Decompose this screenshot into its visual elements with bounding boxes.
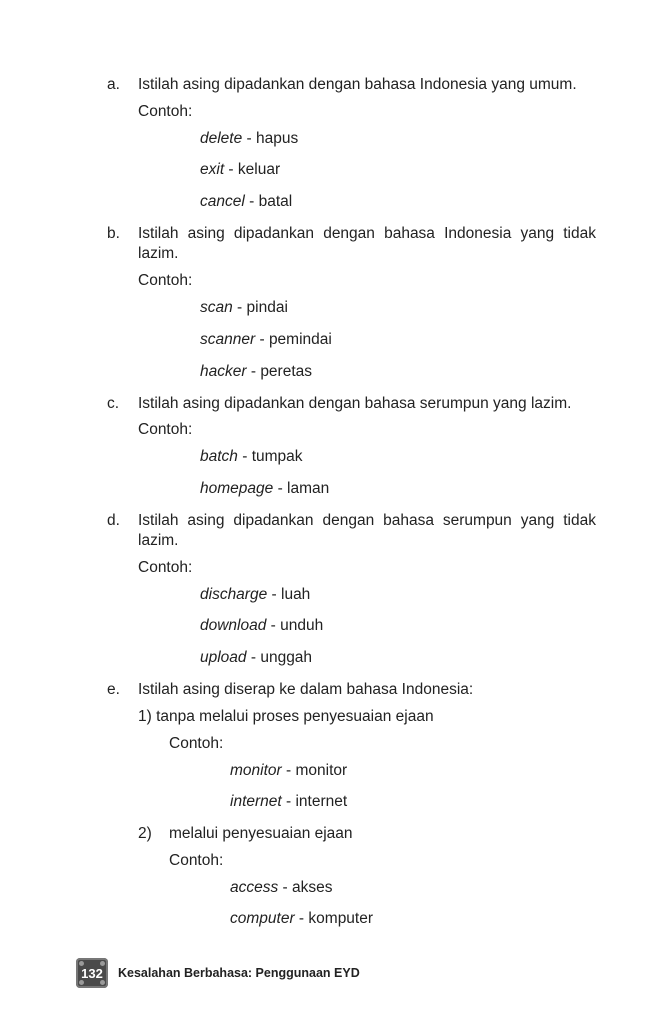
example-meaning: keluar (237, 161, 281, 178)
item-c-text: Istilah asing dipadankan dengan bahasa serumpun yang lazim. (138, 395, 572, 412)
item-e-sub2-contoh: Contoh: (169, 852, 224, 869)
example-separator: - (266, 617, 281, 634)
example-separator: - (278, 879, 293, 896)
item-c-label: c. (107, 395, 120, 412)
example-term: scan (200, 299, 233, 316)
example-meaning: hapus (256, 130, 299, 147)
example-row (230, 909, 373, 929)
example-row (200, 298, 288, 318)
example-row (230, 761, 347, 781)
example-meaning: pindai (246, 299, 288, 316)
example-term: discharge (200, 586, 268, 603)
example-meaning: unduh (280, 617, 324, 634)
example-meaning: peretas (260, 363, 313, 380)
item-a-text: Istilah asing dipadankan dengan bahasa Indonesia yang umum. (138, 76, 577, 93)
example-meaning: laman (287, 480, 330, 497)
example-row (200, 447, 303, 467)
item-a-label: a. (107, 76, 120, 93)
example-separator: - (294, 910, 309, 927)
example-row (200, 330, 332, 350)
example-separator: - (267, 586, 281, 603)
page-footer (76, 957, 360, 989)
item-e-sub2-label: 2) (138, 825, 152, 842)
example-term: access (230, 879, 279, 896)
corner-dot-icon (79, 980, 84, 985)
example-separator: - (255, 331, 269, 348)
example-term: exit (200, 161, 225, 178)
example-separator: - (224, 161, 238, 178)
corner-dot-icon (100, 980, 105, 985)
example-row (200, 648, 312, 668)
example-meaning: luah (281, 586, 311, 603)
item-e-label: e. (107, 681, 120, 698)
page-number-badge (76, 958, 108, 988)
example-separator: - (273, 480, 288, 497)
item-e-text: Istilah asing diserap ke dalam bahasa Indonesia: (138, 681, 474, 698)
example-row (200, 129, 298, 149)
example-separator: - (244, 193, 259, 210)
item-d-contoh: Contoh: (138, 559, 193, 576)
item-b-label: b. (107, 225, 120, 242)
example-term: hacker (200, 363, 247, 380)
example-term: homepage (200, 480, 274, 497)
example-term: monitor (230, 762, 282, 779)
item-d-label: d. (107, 512, 120, 529)
item-e-sub1-text: 1) tanpa melalui proses penyesuaian ejaan (138, 708, 434, 725)
example-term: computer (230, 910, 295, 927)
item-b-text: Istilah asing dipadankan dengan bahasa Indonesia yang tidak lazim. (138, 225, 596, 262)
example-row (200, 192, 292, 212)
item-e-sub1-contoh: Contoh: (169, 735, 224, 752)
item-b-contoh: Contoh: (138, 272, 193, 289)
example-separator: - (246, 363, 261, 380)
example-separator: - (246, 649, 261, 666)
example-row (200, 616, 323, 636)
example-term: upload (200, 649, 247, 666)
example-separator: - (281, 762, 296, 779)
item-a-contoh: Contoh: (138, 103, 193, 120)
example-meaning: monitor (295, 762, 348, 779)
item-d-text: Istilah asing dipadankan dengan bahasa serumpun yang tidak lazim. (138, 512, 596, 549)
example-separator: - (232, 299, 247, 316)
example-meaning: komputer (308, 910, 374, 927)
example-separator: - (242, 130, 257, 147)
example-term: download (200, 617, 267, 634)
example-separator: - (237, 448, 252, 465)
example-term: scanner (200, 331, 256, 348)
example-meaning: pemindai (268, 331, 332, 348)
item-e-sub2-text: melalui penyesuaian ejaan (169, 825, 353, 842)
example-meaning: unggah (260, 649, 313, 666)
item-c-contoh: Contoh: (138, 421, 193, 438)
example-row (230, 792, 347, 812)
example-row (200, 585, 310, 605)
example-row (200, 479, 329, 499)
book-title: Kesalahan Berbahasa: Penggunaan EYD (118, 966, 360, 980)
example-row (230, 878, 333, 898)
example-term: internet (230, 793, 282, 810)
example-separator: - (281, 793, 296, 810)
example-meaning: batal (258, 193, 293, 210)
example-meaning: akses (292, 879, 333, 896)
example-meaning: internet (295, 793, 348, 810)
example-term: cancel (200, 193, 245, 210)
example-meaning: tumpak (251, 448, 303, 465)
example-row (200, 362, 312, 382)
example-term: batch (200, 448, 238, 465)
example-row (200, 160, 280, 180)
page-number: 132 (81, 965, 103, 981)
example-term: delete (200, 130, 243, 147)
